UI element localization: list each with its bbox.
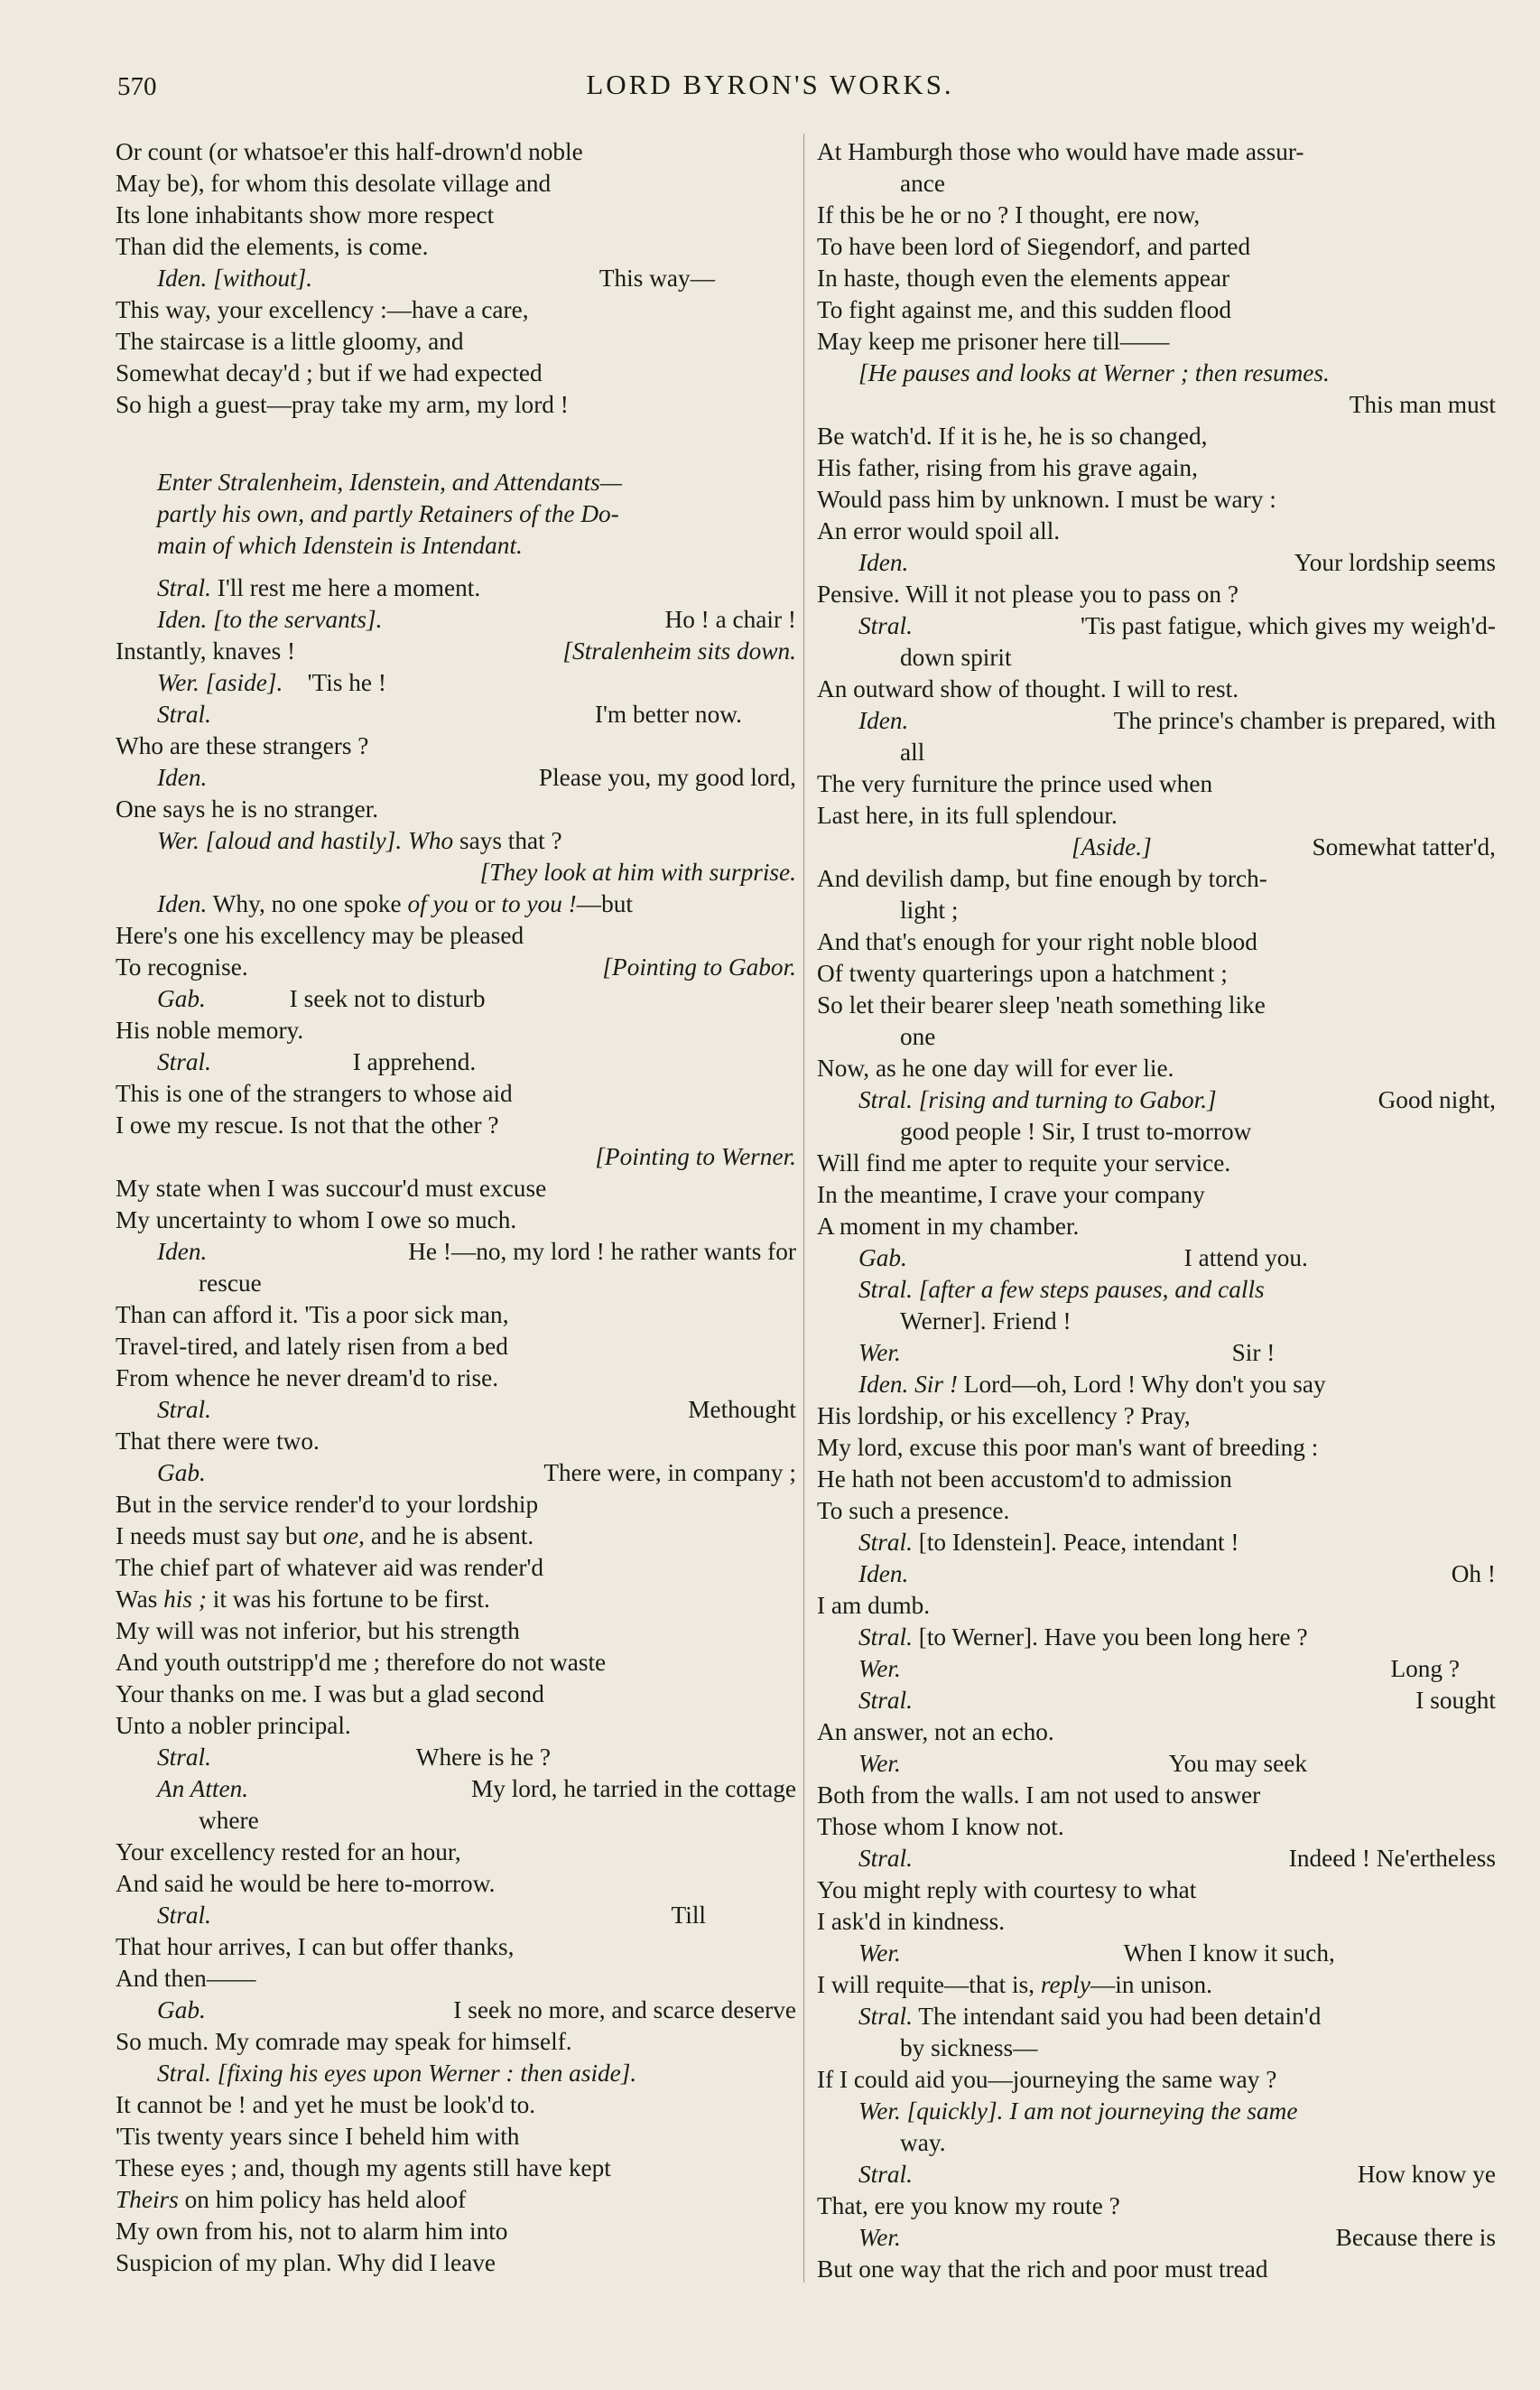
verse-line: To such a presence. (817, 1497, 1010, 1524)
speech-line: Stral. Indeed ! Ne'ertheless (817, 1843, 1496, 1874)
speaker: Stral. (858, 1529, 913, 1556)
speech-line (116, 263, 796, 294)
speech-line: Instantly, knaves ! [Stralenheim sits down. (116, 636, 796, 667)
verse-line: good people ! Sir, I trust to-morrow (900, 1118, 1252, 1145)
speech-line: Wer. Sir ! (858, 1339, 1276, 1366)
speaker: Iden. (157, 265, 208, 292)
speaker: Stral. (157, 574, 211, 601)
speaker: Iden. (858, 1371, 909, 1398)
left-column (116, 136, 796, 2279)
verse-line: I will requite—that is, reply—in unison. (817, 1971, 1212, 1998)
verse-line: If this be he or no ? I thought, ere now, (817, 201, 1201, 228)
stage-direction: [They look at him with surprise. (479, 859, 796, 886)
speech-line: Stral. 'Tis past fatigue, which gives my weigh'd- (817, 610, 1496, 642)
speech-line: To recognise. [Pointing to Gabor. (116, 952, 796, 983)
speech-line: Iden. Oh ! (817, 1558, 1496, 1590)
verse-line: I needs must say but one, and he is absent. (116, 1522, 534, 1549)
verse-line: An outward show of thought. I will to rest. (817, 675, 1239, 702)
speech-line: Gab. I seek not to disturb (157, 985, 486, 1012)
speaker: Gab. (858, 1244, 907, 1271)
verse-line: Travel-tired, and lately risen from a bed (116, 1333, 508, 1360)
verse-line: This man must (1349, 391, 1496, 418)
speaker: Stral. (157, 1048, 211, 1075)
speaker: Gab. (157, 985, 206, 1012)
verse-line: Your thanks on me. I was but a glad second (116, 1680, 544, 1707)
stage-direction: [Pointing to Werner. (595, 1143, 796, 1170)
verse-line: So let their bearer sleep 'neath something like (817, 991, 1266, 1018)
stage-direction: [to the servants]. (213, 606, 383, 633)
verse-line: And then—— (116, 1965, 256, 1992)
verse-line: I owe my rescue. Is not that the other ? (116, 1111, 499, 1139)
verse-line: In the meantime, I crave your company (817, 1181, 1205, 1208)
verse-line: To have been lord of Siegendorf, and parted (817, 233, 1251, 260)
speech-line: Stral. The intendant said you had been detain'd (858, 2003, 1322, 2030)
verse-line: But in the service render'd to your lordship (116, 1491, 539, 1518)
verse-line: One says he is no stranger. (116, 795, 379, 823)
verse-line: His lordship, or his excellency ? Pray, (817, 1402, 1191, 1429)
verse-line: way. (900, 2129, 946, 2156)
verse-line: He hath not been accustom'd to admission (817, 1465, 1232, 1493)
speaker: Stral. (157, 1902, 211, 1929)
speech-line (817, 2096, 1496, 2127)
speech-line: Iden. Sir ! Lord—oh, Lord ! Why don't you say (858, 1371, 1326, 1398)
speaker: Stral. (858, 612, 913, 639)
verse-line: An error would spoil all. (817, 517, 1061, 544)
speech-line: Iden. [to the servants]. Ho ! a chair ! (157, 606, 796, 633)
verse-line: So high a guest—pray take my arm, my lord ! (116, 391, 569, 418)
speaker: Wer. (858, 2097, 901, 2125)
verse-line: And that's enough for your right noble blood (817, 928, 1257, 955)
speech-line (817, 1274, 1496, 1306)
verse-line: And said he would be here to-morrow. (116, 1870, 496, 1897)
right-column (817, 136, 1496, 2285)
speech-line: Stral. [to Idenstein]. Peace, intendant ! (858, 1529, 1239, 1556)
verse-line: And devilish damp, but fine enough by torch- (817, 865, 1267, 892)
verse-line: Be watch'd. If it is he, he is so changed, (817, 423, 1208, 450)
stage-direction: [He pauses and looks at Werner ; then resumes. (858, 359, 1330, 386)
speaker: Wer. (858, 1339, 901, 1366)
verse-line: And youth outstripp'd me ; therefore do not waste (116, 1649, 607, 1676)
stage-direction: [quickly]. I am not journeying the same (906, 2097, 1298, 2125)
verse-line: Was his ; it was his fortune to be first. (116, 1586, 490, 1613)
verse-line: At Hamburgh those who would have made assur- (817, 138, 1304, 165)
speaker: Stral. (858, 1687, 913, 1714)
verse-line: by sickness— (900, 2034, 1038, 2061)
speaker: Stral. (157, 1396, 211, 1423)
speech-line: [Aside.] Somewhat tatter'd, (817, 832, 1496, 863)
verse-line: An answer, not an echo. (817, 1718, 1054, 1745)
speech-line: Wer. Long ? (817, 1653, 1496, 1685)
verse-line: My own from his, not to alarm him into (116, 2218, 508, 2245)
verse-line: May be), for whom this desolate village and (116, 170, 552, 197)
speech-line: Gab. I attend you. (858, 1244, 1308, 1271)
verse-line: His father, rising from his grave again, (817, 454, 1198, 481)
verse-line: That there were two. (116, 1427, 320, 1455)
stage-direction: [fixing his eyes upon Werner : then aside]. (217, 2060, 637, 2087)
speech-line: Iden. Please you, my good lord, (116, 762, 796, 794)
speaker: Stral. (858, 2161, 913, 2188)
verse-line: Both from the walls. I am not used to answer (817, 1781, 1261, 1809)
verse-line: In haste, though even the elements appear (817, 265, 1230, 292)
verse-line: The chief part of whatever aid was render'd (116, 1554, 544, 1581)
verse-line: Of twenty quarterings upon a hatchment ; (817, 960, 1228, 987)
verse-line: where (199, 1807, 259, 1834)
verse-line: rescue (199, 1269, 262, 1297)
speaker: Iden. (157, 890, 208, 917)
speech-line: Stral. [to Werner]. Have you been long here ? (858, 1623, 1308, 1651)
stage-direction-block: Enter Stralenheim, Idenstein, and Attendants— (157, 469, 623, 496)
column-divider (803, 134, 804, 2283)
stage-direction: [rising and turning to Gabor.] (918, 1086, 1217, 1113)
verse-line: My lord, excuse this poor man's want of breeding : (817, 1434, 1319, 1461)
stage-direction: [Stralenheim sits down. (562, 637, 796, 665)
page-number: 570 (117, 72, 157, 101)
verse-line: Suspicion of my plan. Why did I leave (116, 2249, 496, 2276)
verse-line: My uncertainty to whom I owe so much. (116, 1206, 517, 1233)
speech-line: Gab. I seek no more, and scarce deserve (116, 1995, 796, 2026)
verse-line: You might reply with courtesy to what (817, 1876, 1197, 1903)
speech-line: Wer. When I know it such, (858, 1939, 1335, 1967)
verse-line: Unto a nobler principal. (116, 1712, 351, 1739)
speech-line: Wer. [aside]. 'Tis he ! (157, 669, 386, 696)
verse-line: From whence he never dream'd to rise. (116, 1364, 499, 1391)
verse-line: This is one of the strangers to whose aid (116, 1080, 513, 1107)
verse-line: A moment in my chamber. (817, 1213, 1080, 1240)
verse-line: all (900, 739, 925, 766)
speaker: Iden. (858, 1560, 909, 1587)
verse-line: Last here, in its full splendour. (817, 802, 1118, 829)
verse-line: It cannot be ! and yet he must be look'd to. (116, 2091, 536, 2118)
speech-line (116, 2058, 796, 2089)
speech-line: Wer. You may seek (858, 1750, 1308, 1777)
verse-line: I am dumb. (817, 1592, 931, 1619)
speech-line: Stral. Methought (116, 1394, 796, 1426)
speech-line: Iden. He !—no, my lord ! he rather wants for (116, 1236, 796, 1268)
verse-line: Would pass him by unknown. I must be wary : (817, 486, 1276, 513)
speech-line: Iden. Why, no one spoke of you or to you !—but (157, 890, 633, 917)
stage-direction: [aside]. (205, 669, 283, 696)
verse-line: My will was not inferior, but his strength (116, 1617, 520, 1644)
verse-line: The staircase is a little gloomy, and (116, 328, 464, 355)
running-title: LORD BYRON'S WORKS. (586, 69, 954, 100)
speaker: Gab. (157, 1996, 206, 2023)
verse-line: The very furniture the prince used when (817, 770, 1213, 797)
speech-line: Stral. [rising and turning to Gabor.] Good night, (858, 1086, 1496, 1113)
verse-line: Or count (or whatsoe'er this half-drown'd noble (116, 138, 583, 165)
verse-line: That hour arrives, I can but offer thanks, (116, 1933, 515, 1960)
speech-line: Wer. Because there is (817, 2222, 1496, 2254)
speech-line: Stral. I sought (817, 1685, 1496, 1716)
verse-line: Now, as he one day will for ever lie. (817, 1055, 1174, 1082)
speech-line: Stral. I'll rest me here a moment. (157, 574, 481, 601)
speech-line: Gab. There were, in company ; (116, 1457, 796, 1489)
speaker: Stral. (858, 1086, 913, 1113)
speech-line: Stral. I apprehend. (157, 1048, 477, 1075)
verse-line: Than did the elements, is come. (116, 233, 429, 260)
verse-line: Theirs on him policy has held aloof (116, 2186, 467, 2213)
speaker: Wer. (858, 1939, 901, 1967)
speaker: Stral. (858, 2003, 913, 2030)
speaker: Iden. (157, 1238, 208, 1265)
verse-line: This way, your excellency :—have a care, (116, 296, 529, 323)
speaker: Stral. (858, 1276, 913, 1303)
stage-direction-block: main of which Idenstein is Intendant. (157, 532, 523, 559)
speaker: Wer. (858, 2224, 901, 2251)
speech-line: An Atten. My lord, he tarried in the cottage (116, 1773, 796, 1805)
verse-line: So much. My comrade may speak for himself. (116, 2028, 572, 2055)
verse-line: ance (900, 170, 945, 197)
verse-line: 'Tis twenty years since I beheld him with (116, 2123, 520, 2150)
verse-line: May keep me prisoner here till—— (817, 328, 1170, 355)
verse-line: one (900, 1023, 936, 1050)
speaker: Wer. (157, 827, 199, 854)
stage-direction: Werner]. Friend ! (900, 1307, 1072, 1334)
speaker: Stral. (858, 1845, 913, 1872)
verse-line: That, ere you know my route ? (817, 2192, 1120, 2219)
speaker: Stral. (858, 1623, 913, 1651)
verse-line: I ask'd in kindness. (817, 1908, 1006, 1935)
speaker: Stral. (157, 701, 211, 728)
verse-line: To fight against me, and this sudden flood (817, 296, 1232, 323)
speech-line: Stral. I'm better now. (116, 699, 796, 730)
speech-line: Stral. Till (116, 1900, 796, 1931)
verse-line: down spirit (900, 644, 1012, 671)
speaker: Iden. (157, 764, 208, 791)
verse-line: Will find me apter to requite your service. (817, 1149, 1231, 1176)
verse-text: This way— (598, 265, 715, 292)
speech-line: Iden. Your lordship seems (817, 547, 1496, 579)
verse-line: My state when I was succour'd must excuse (116, 1175, 547, 1202)
speaker: Wer. (858, 1655, 901, 1682)
speech-line: Stral. How know ye (817, 2159, 1496, 2190)
speaker: Stral. (157, 2060, 211, 2087)
speaker: Gab. (157, 1459, 206, 1486)
verse-line: light ; (900, 897, 959, 924)
speech-line: Iden. The prince's chamber is prepared, with (817, 705, 1496, 737)
stage-direction: [Aside.] (1072, 833, 1152, 860)
verse-line: But one way that the rich and poor must tread (817, 2255, 1268, 2283)
verse-line: Those whom I know not. (817, 1813, 1064, 1840)
verse-line: Here's one his excellency may be pleased (116, 922, 524, 949)
speaker: Stral. (157, 1744, 211, 1771)
speaker: Wer. (157, 669, 199, 696)
verse-line: If I could aid you—journeying the same way ? (817, 2066, 1277, 2093)
verse-line: Pensive. Will it not please you to pass on ? (817, 581, 1238, 608)
verse-line: Somewhat decay'd ; but if we had expected (116, 359, 543, 386)
stage-direction: [Pointing to Gabor. (602, 953, 796, 981)
speaker: Iden. (157, 606, 208, 633)
speech-line: Wer. [aloud and hastily]. Who says that ? (157, 827, 562, 854)
stage-direction-block: partly his own, and partly Retainers of the Do- (157, 500, 619, 527)
verse-line: Than can afford it. 'Tis a poor sick man, (116, 1301, 509, 1328)
verse-line: These eyes ; and, though my agents still have kept (116, 2154, 611, 2181)
stage-direction: [after a few steps pauses, and calls (918, 1276, 1265, 1303)
speaker: Iden. (858, 549, 909, 576)
speaker: Iden. (858, 707, 909, 734)
speaker: Wer. (858, 1750, 901, 1777)
verse-line: Your excellency rested for an hour, (116, 1838, 461, 1865)
speech-line: Stral. Where is he ? (157, 1744, 552, 1771)
stage-direction: [without]. (213, 265, 313, 292)
verse-line: Its lone inhabitants show more respect (116, 201, 495, 228)
verse-line: His noble memory. (116, 1017, 304, 1044)
verse-line: Who are these strangers ? (116, 732, 369, 759)
speaker: An Atten. (157, 1775, 249, 1802)
